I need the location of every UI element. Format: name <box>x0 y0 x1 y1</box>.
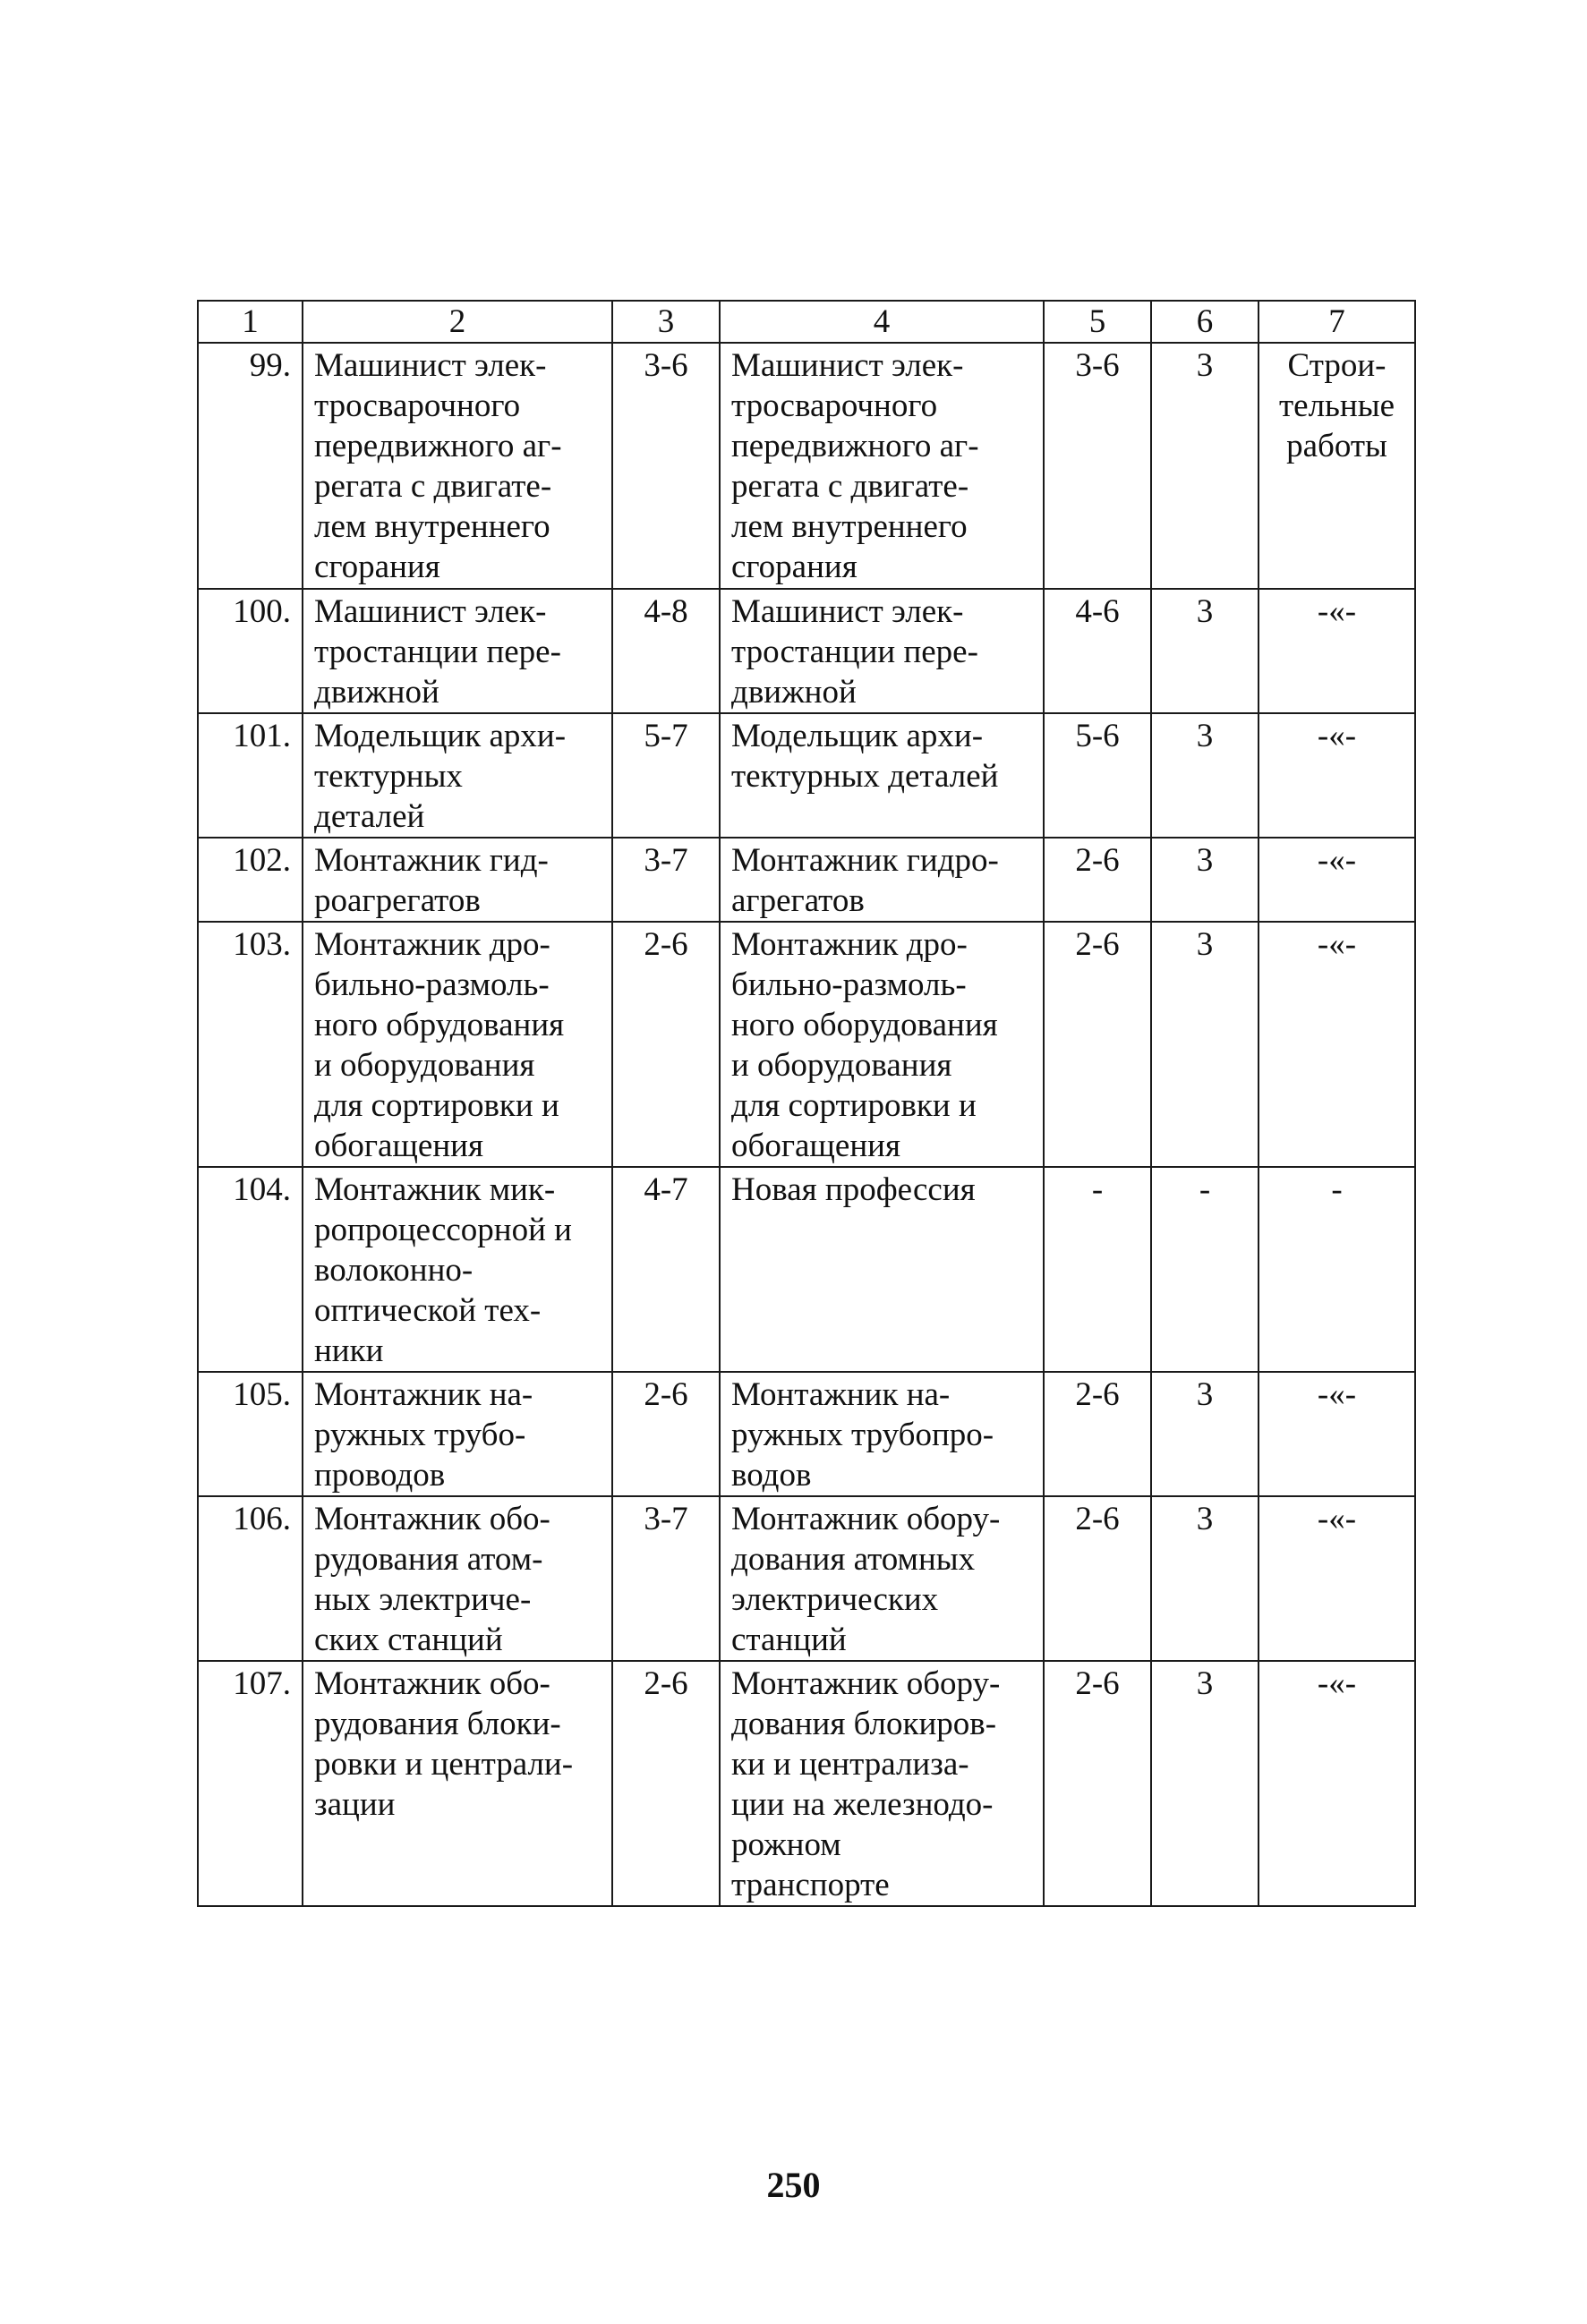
table-header-row <box>198 301 1415 343</box>
etks-grade-range: 5-6 <box>1044 713 1151 838</box>
etks-issue: - <box>1151 1167 1259 1372</box>
etks-profession-name: Машинист элек- тросварочного передвижного аг- регата с двигате- лем внутреннего сгорания <box>720 343 1044 589</box>
etks-section: -«- <box>1259 1372 1415 1496</box>
row-number: 102. <box>198 838 303 922</box>
column-number-1: 1 <box>198 301 303 343</box>
row-number: 106. <box>198 1496 303 1661</box>
row-number: 103. <box>198 922 303 1167</box>
etks-section: -«- <box>1259 1496 1415 1661</box>
etks-grade-range: 4-6 <box>1044 589 1151 713</box>
etks-grade-range: - <box>1044 1167 1151 1372</box>
row-number: 101. <box>198 713 303 838</box>
etks-issue: 3 <box>1151 1661 1259 1906</box>
profession-name: Машинист элек- тросварочного передвижного аг- регата с двигате- лем внутреннего сгорания <box>303 343 612 589</box>
table-row <box>198 1661 1415 1906</box>
etks-grade-range: 2-6 <box>1044 1372 1151 1496</box>
etks-profession-name: Модельщик архи- тектурных деталей <box>720 713 1044 838</box>
row-number: 104. <box>198 1167 303 1372</box>
profession-name: Машинист элек- тростанции пере- движной <box>303 589 612 713</box>
grade-range: 5-7 <box>612 713 720 838</box>
etks-section: -«- <box>1259 838 1415 922</box>
grade-range: 2-6 <box>612 922 720 1167</box>
etks-profession-name: Монтажник обору- дования атомных электрических станций <box>720 1496 1044 1661</box>
row-number: 100. <box>198 589 303 713</box>
etks-section: -«- <box>1259 1661 1415 1906</box>
column-number-2: 2 <box>303 301 612 343</box>
column-number-5: 5 <box>1044 301 1151 343</box>
etks-profession-name: Монтажник гидро- агрегатов <box>720 838 1044 922</box>
column-number-7: 7 <box>1259 301 1415 343</box>
etks-grade-range: 2-6 <box>1044 1661 1151 1906</box>
profession-name: Монтажник дро- бильно-размоль- ного обрудования и оборудования для сортировки и обогащения <box>303 922 612 1167</box>
etks-section: -«- <box>1259 713 1415 838</box>
table-row <box>198 1496 1415 1661</box>
table-row <box>198 343 1415 589</box>
etks-issue: 3 <box>1151 922 1259 1167</box>
grade-range: 2-6 <box>612 1372 720 1496</box>
column-number-4: 4 <box>720 301 1044 343</box>
etks-grade-range: 2-6 <box>1044 838 1151 922</box>
etks-issue: 3 <box>1151 713 1259 838</box>
column-number-6: 6 <box>1151 301 1259 343</box>
etks-profession-name: Монтажник обору- дования блокиров- ки и централиза- ции на железнодо- рожном транспорте <box>720 1661 1044 1906</box>
etks-issue: 3 <box>1151 343 1259 589</box>
grade-range: 3-6 <box>612 343 720 589</box>
etks-issue: 3 <box>1151 589 1259 713</box>
table-row <box>198 713 1415 838</box>
grade-range: 4-8 <box>612 589 720 713</box>
table-row <box>198 922 1415 1167</box>
row-number: 107. <box>198 1661 303 1906</box>
etks-section: -«- <box>1259 922 1415 1167</box>
etks-profession-name: Новая профессия <box>720 1167 1044 1372</box>
etks-issue: 3 <box>1151 1372 1259 1496</box>
profession-name: Модельщик архи- тектурных деталей <box>303 713 612 838</box>
table-row <box>198 1372 1415 1496</box>
row-number: 99. <box>198 343 303 589</box>
etks-profession-name: Машинист элек- тростанции пере- движной <box>720 589 1044 713</box>
etks-section: -«- <box>1259 589 1415 713</box>
page-number: 250 <box>766 2165 821 2205</box>
etks-section: - <box>1259 1167 1415 1372</box>
table-row <box>198 589 1415 713</box>
profession-name: Монтажник гид- роагрегатов <box>303 838 612 922</box>
row-number: 105. <box>198 1372 303 1496</box>
etks-issue: 3 <box>1151 1496 1259 1661</box>
profession-name: Монтажник обо- рудования атом- ных электриче- ских станций <box>303 1496 612 1661</box>
etks-grade-range: 3-6 <box>1044 343 1151 589</box>
grade-range: 4-7 <box>612 1167 720 1372</box>
column-number-3: 3 <box>612 301 720 343</box>
profession-name: Монтажник мик- ропроцессорной и волоконно- оптической тех- ники <box>303 1167 612 1372</box>
table-row <box>198 838 1415 922</box>
etks-section: Строи- тельные работы <box>1259 343 1415 589</box>
grade-range: 3-7 <box>612 1496 720 1661</box>
etks-grade-range: 2-6 <box>1044 922 1151 1167</box>
etks-issue: 3 <box>1151 838 1259 922</box>
grade-range: 3-7 <box>612 838 720 922</box>
profession-name: Монтажник обо- рудования блоки- ровки и централи- зации <box>303 1661 612 1906</box>
etks-grade-range: 2-6 <box>1044 1496 1151 1661</box>
etks-profession-name: Монтажник дро- бильно-размоль- ного оборудования и оборудования для сортировки и обогащения <box>720 922 1044 1167</box>
grade-range: 2-6 <box>612 1661 720 1906</box>
etks-profession-name: Монтажник на- ружных трубопро- водов <box>720 1372 1044 1496</box>
profession-name: Монтажник на- ружных трубо- проводов <box>303 1372 612 1496</box>
table-row <box>198 1167 1415 1372</box>
professions-table <box>197 300 1416 1907</box>
